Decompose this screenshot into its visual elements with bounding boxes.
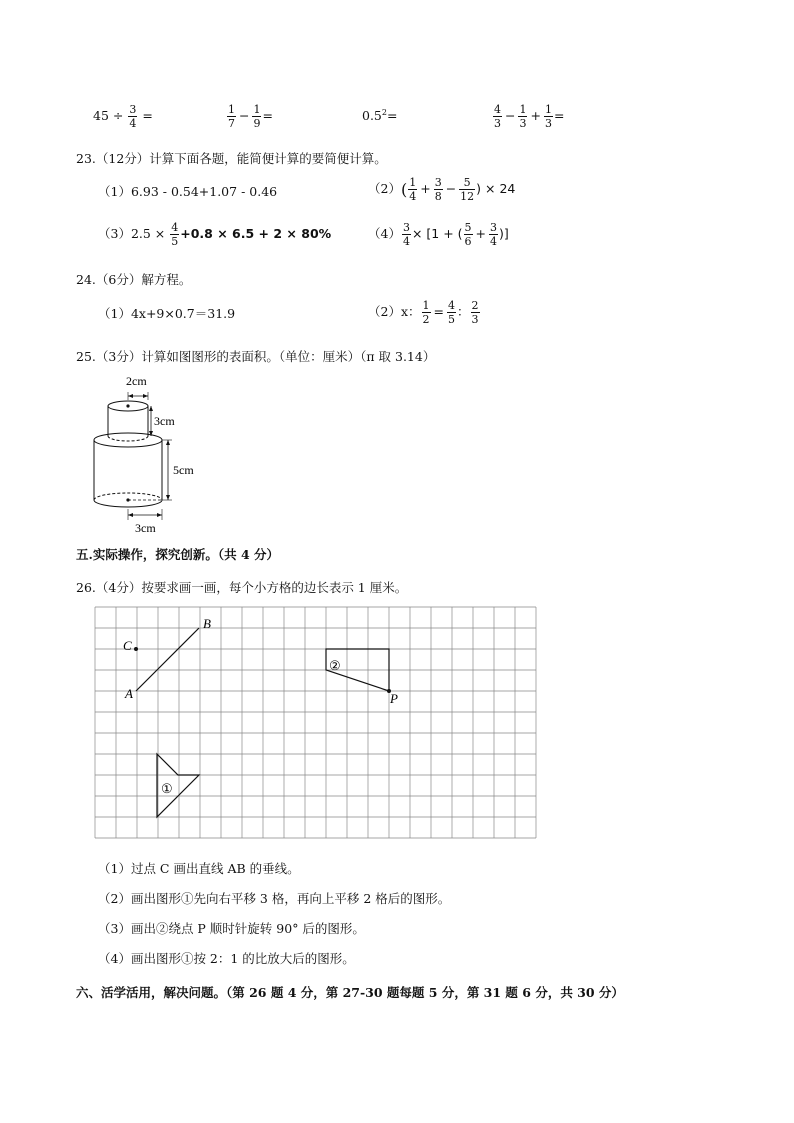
q24-part1: （1）4x+9×0.7＝31.9	[98, 306, 236, 321]
q23-part4: （4） $\frac{3}{4}$ × [1 + ( $\frac{5}{6}$ + $\frac{3}{4}$ )]	[368, 221, 509, 248]
grid-lines	[95, 607, 536, 838]
small-cylinder-base	[108, 436, 148, 441]
label-top-diameter: 2cm	[126, 374, 147, 388]
q24-title: 24.（6分）解方程。	[76, 272, 192, 287]
large-cylinder-top	[94, 433, 162, 447]
calc-item-1	[93, 104, 153, 129]
line-ab	[136, 628, 199, 691]
section6-title: 六、活学活用，解决问题。（第 26 题 4 分，第 27-30 题每题 5 分，第 31 题 6 分，共 30 分）	[76, 985, 624, 1000]
q23-title: 23.（12分）计算下面各题，能简便计算的要简便计算。	[76, 151, 387, 166]
small-top-center-dot	[126, 404, 129, 407]
q26-title: 26.（4分）按要求画一画，每个小方格的边长表示 1 厘米。	[76, 580, 408, 595]
q26-item-4: （4）画出图形①按 2：1 的比放大后的图形。	[98, 951, 355, 966]
calc-item-4: $\frac{4}{3}$ − $\frac{1}{3}$ + $\frac{1}{3}$ =	[494, 103, 565, 130]
q25-title: 25.（3分）计算如图图形的表面积。（单位：厘米）（π 取 3.14）	[76, 349, 436, 364]
equals: =	[142, 108, 153, 123]
fraction: $\frac{1}{9}$	[253, 103, 261, 130]
q26-item-3: （3）画出②绕点 P 顺时针旋转 90° 后的图形。	[98, 921, 365, 936]
label-bottom-height: 5cm	[173, 463, 194, 477]
label-p: P	[390, 691, 398, 706]
fraction: $\frac{1}{7}$	[228, 103, 235, 130]
q23-part3: （3）2.5 × $\frac{4}{5}$ +0.8 × 6.5 + 2 × 80%	[98, 221, 332, 248]
label-shape-2: ②	[329, 658, 341, 673]
point-c	[134, 647, 138, 651]
q23-part2: （2）( $\frac{1}{4}$ + $\frac{3}{8}$ − $\frac{5}{12}$ ) × 24	[368, 176, 516, 203]
expr-lead: 45 ÷	[93, 108, 124, 123]
grid-figure	[94, 606, 538, 841]
label-c: C	[123, 638, 132, 653]
q23-part1: （1）6.93 - 0.54+1.07 - 0.46	[98, 184, 278, 199]
label-bottom-diameter: 3cm	[135, 521, 156, 535]
calc-item-2: $\frac{1}{7}$ − $\frac{1}{9}$ =	[228, 103, 273, 130]
q26-item-2: （2）画出图形①先向右平移 3 格，再向上平移 2 格后的图形。	[98, 891, 451, 906]
label-shape-1: ①	[161, 781, 173, 796]
q24-part2: （2）x： $\frac{1}{2}$ = $\frac{4}{5}$ ： $\frac{2}{3}$	[368, 299, 479, 326]
fraction: $\frac{3}{4}$	[129, 103, 137, 130]
label-a: A	[125, 686, 133, 701]
section5-title: 五.实际操作，探究创新。（共 4 分）	[76, 547, 280, 562]
cylinder-figure	[88, 370, 218, 535]
calc-item-3: $0.5^2=$	[362, 108, 398, 124]
label-b: B	[203, 616, 211, 631]
label-top-height: 3cm	[154, 414, 175, 428]
q26-item-1: （1）过点 C 画出直线 AB 的垂线。	[98, 861, 300, 876]
